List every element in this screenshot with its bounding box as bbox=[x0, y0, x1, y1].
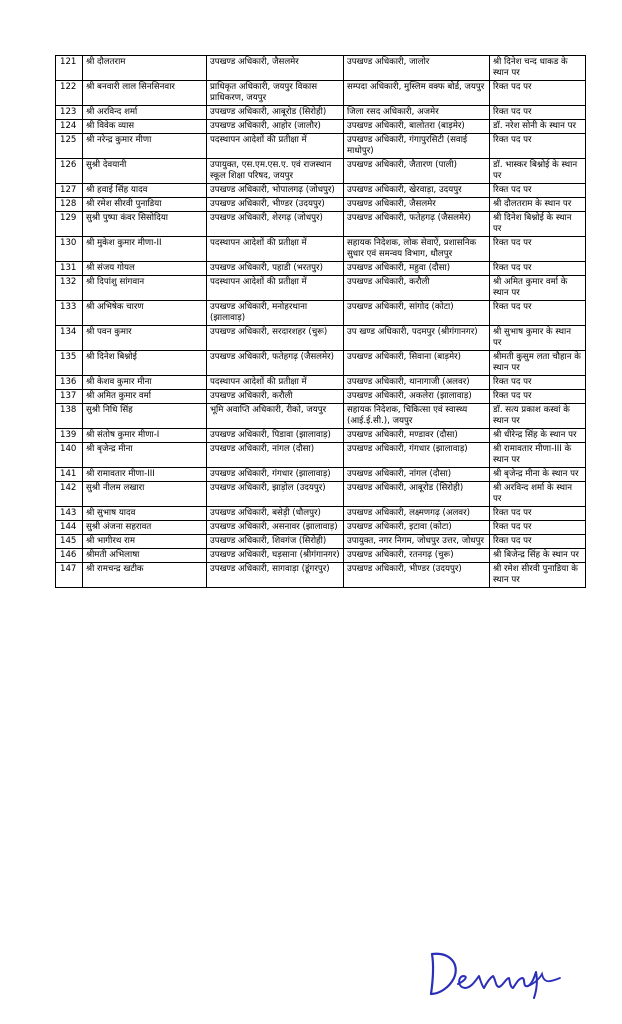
remark: रिक्त पद पर bbox=[490, 81, 586, 106]
new-posting: उपखण्ड अधिकारी, नांगल (दौसा) bbox=[344, 468, 490, 482]
table-row bbox=[56, 549, 586, 563]
new-posting: जिला रसद अधिकारी, अजमेर bbox=[344, 106, 490, 120]
officer-name: श्री सुभाष यादव bbox=[83, 507, 207, 521]
new-posting: उपखण्ड अधिकारी, अकलेरा (झालावाड़) bbox=[344, 390, 490, 404]
new-posting: उपखण्ड अधिकारी, जालोर bbox=[344, 56, 490, 81]
new-posting: उपखण्ड अधिकारी, भीण्डर (उदयपुर) bbox=[344, 563, 490, 588]
new-posting: उपखण्ड अधिकारी, जैतारण (पाली) bbox=[344, 159, 490, 184]
new-posting: उपखण्ड अधिकारी, खेरवाड़ा, उदयपुर bbox=[344, 184, 490, 198]
officer-name: श्री रामचन्द्र खटीक bbox=[83, 563, 207, 588]
transfer-order-sheet bbox=[55, 55, 585, 588]
table-row bbox=[56, 535, 586, 549]
row-number: 142 bbox=[56, 482, 83, 507]
transfer-table bbox=[55, 55, 586, 588]
officer-name: श्री दौलतराम bbox=[83, 56, 207, 81]
current-posting: भूमि अवाप्ति अधिकारी, रीको, जयपुर bbox=[207, 404, 344, 429]
row-number: 140 bbox=[56, 443, 83, 468]
table-row bbox=[56, 351, 586, 376]
current-posting: उपखण्ड अधिकारी, करौली bbox=[207, 390, 344, 404]
row-number: 129 bbox=[56, 212, 83, 237]
table-row bbox=[56, 482, 586, 507]
current-posting: उपखण्ड अधिकारी, झाड़ोल (उदयपुर) bbox=[207, 482, 344, 507]
table-row bbox=[56, 212, 586, 237]
officer-name: श्री मुकेश कुमार मीणा-II bbox=[83, 237, 207, 262]
current-posting: उपखण्ड अधिकारी, आहोर (जालौर) bbox=[207, 120, 344, 134]
new-posting: सहायक निदेशक, लोक सेवाऐं, प्रशासनिक सुधार एवं समन्वय विभाग, धौलपुर bbox=[344, 237, 490, 262]
remark: श्री दिनेश चन्द धाकड के स्थान पर bbox=[490, 56, 586, 81]
table-row bbox=[56, 120, 586, 134]
officer-name: श्री बनवारी लाल सिनसिनवार bbox=[83, 81, 207, 106]
row-number: 121 bbox=[56, 56, 83, 81]
table-row bbox=[56, 301, 586, 326]
table-row bbox=[56, 198, 586, 212]
table-row bbox=[56, 56, 586, 81]
officer-name: श्री अमित कुमार वर्मा bbox=[83, 390, 207, 404]
current-posting: उपखण्ड अधिकारी, शिवगंज (सिरोही) bbox=[207, 535, 344, 549]
new-posting: उपखण्ड अधिकारी, बालोतरा (बाड़मेर) bbox=[344, 120, 490, 134]
current-posting: उपखण्ड अधिकारी, जैसलमेर bbox=[207, 56, 344, 81]
officer-name: श्री हवाई सिंह यादव bbox=[83, 184, 207, 198]
new-posting: उपखण्ड अधिकारी, लक्ष्मणगढ़ (अलवर) bbox=[344, 507, 490, 521]
row-number: 144 bbox=[56, 521, 83, 535]
table-row bbox=[56, 134, 586, 159]
row-number: 145 bbox=[56, 535, 83, 549]
officer-name: श्री केशव कुमार मीना bbox=[83, 376, 207, 390]
remark: डॉ. भास्कर बिश्नोई के स्थान पर bbox=[490, 159, 586, 184]
row-number: 125 bbox=[56, 134, 83, 159]
new-posting: उपखण्ड अधिकारी, इटावा (कोटा) bbox=[344, 521, 490, 535]
new-posting: उपखण्ड अधिकारी, सांगोद (कोटा) bbox=[344, 301, 490, 326]
officer-name: श्री दिनेश बिश्नोई bbox=[83, 351, 207, 376]
signature bbox=[424, 948, 574, 1000]
table-row bbox=[56, 390, 586, 404]
officer-name: श्री संजय गोयल bbox=[83, 262, 207, 276]
current-posting: उपखण्ड अधिकारी, असनावर (झालावाड़) bbox=[207, 521, 344, 535]
officer-name: श्री संतोष कुमार मीणा-I bbox=[83, 429, 207, 443]
row-number: 132 bbox=[56, 276, 83, 301]
remark: रिक्त पद पर bbox=[490, 535, 586, 549]
current-posting: उपखण्ड अधिकारी, बसेड़ी (धौलपुर) bbox=[207, 507, 344, 521]
remark: श्री बृजेन्द्र मीना के स्थान पर bbox=[490, 468, 586, 482]
new-posting: सहायक निदेशक, चिकित्सा एवं स्वास्थ्य (आई.ई.सी.), जयपुर bbox=[344, 404, 490, 429]
remark: श्री अमित कुमार वर्मा के स्थान पर bbox=[490, 276, 586, 301]
transfer-table-body bbox=[56, 56, 586, 588]
current-posting: उपखण्ड अधिकारी, पिडावा (झालावाड़) bbox=[207, 429, 344, 443]
new-posting: उपखण्ड अधिकारी, आबूरोड (सिरोही) bbox=[344, 482, 490, 507]
current-posting: उपखण्ड अधिकारी, भीण्डर (उदयपुर) bbox=[207, 198, 344, 212]
remark: श्री रमेश सीरवी पुनाडिया के स्थान पर bbox=[490, 563, 586, 588]
current-posting: उपखण्ड अधिकारी, गंगधार (झालावाड़) bbox=[207, 468, 344, 482]
new-posting: उपखण्ड अधिकारी, गंगापुरसिटी (सवाई माधोपुर) bbox=[344, 134, 490, 159]
remark: श्री बिजेन्द्र सिंह के स्थान पर bbox=[490, 549, 586, 563]
remark: रिक्त पद पर bbox=[490, 507, 586, 521]
officer-name: सुश्री देवयानी bbox=[83, 159, 207, 184]
row-number: 135 bbox=[56, 351, 83, 376]
row-number: 127 bbox=[56, 184, 83, 198]
current-posting: उपायुक्त, एस.एम.एस.ए. एवं राजस्थान स्कूल शिक्षा परिषद, जयपुर bbox=[207, 159, 344, 184]
new-posting: उप खण्ड अधिकारी, पदमपुर (श्रीगंगानगर) bbox=[344, 326, 490, 351]
table-row bbox=[56, 521, 586, 535]
row-number: 137 bbox=[56, 390, 83, 404]
table-row bbox=[56, 376, 586, 390]
table-row bbox=[56, 507, 586, 521]
officer-name: सुश्री नीलम लखारा bbox=[83, 482, 207, 507]
current-posting: पदस्थापन आदेशों की प्रतीक्षा में bbox=[207, 276, 344, 301]
table-row bbox=[56, 429, 586, 443]
row-number: 122 bbox=[56, 81, 83, 106]
remark: डॉ. नरेश सोनी के स्थान पर bbox=[490, 120, 586, 134]
new-posting: उपखण्ड अधिकारी, फतेहगढ़ (जैसलमेर) bbox=[344, 212, 490, 237]
remark: श्रीमती कुसुम लता चौहान के स्थान पर bbox=[490, 351, 586, 376]
new-posting: उपायुक्त, नगर निगम, जोधपुर उत्तर, जोधपुर bbox=[344, 535, 490, 549]
officer-name: श्री रमेश सीरवी पुनाडिया bbox=[83, 198, 207, 212]
remark: रिक्त पद पर bbox=[490, 521, 586, 535]
officer-name: श्री अभिषेक चारण bbox=[83, 301, 207, 326]
officer-name: सुश्री पुष्पा कंवर सिसोदिया bbox=[83, 212, 207, 237]
row-number: 134 bbox=[56, 326, 83, 351]
officer-name: श्री पवन कुमार bbox=[83, 326, 207, 351]
remark: डॉ. सत्य प्रकाश कस्वां के स्थान पर bbox=[490, 404, 586, 429]
current-posting: उपखण्ड अधिकारी, पहाडी (भरतपुर) bbox=[207, 262, 344, 276]
row-number: 139 bbox=[56, 429, 83, 443]
remark: रिक्त पद पर bbox=[490, 376, 586, 390]
new-posting: सम्पदा अधिकारी, मुस्लिम वक्फ बोर्ड, जयपुर bbox=[344, 81, 490, 106]
row-number: 147 bbox=[56, 563, 83, 588]
row-number: 124 bbox=[56, 120, 83, 134]
current-posting: उपखण्ड अधिकारी, शेरगढ़ (जोधपुर) bbox=[207, 212, 344, 237]
remark: रिक्त पद पर bbox=[490, 390, 586, 404]
row-number: 141 bbox=[56, 468, 83, 482]
new-posting: उपखण्ड अधिकारी, रतनगढ़ (चुरू) bbox=[344, 549, 490, 563]
table-row bbox=[56, 106, 586, 120]
officer-name: श्री रामावतार मीणा-III bbox=[83, 468, 207, 482]
remark: रिक्त पद पर bbox=[490, 134, 586, 159]
table-row bbox=[56, 276, 586, 301]
table-row bbox=[56, 262, 586, 276]
new-posting: उपखण्ड अधिकारी, करौली bbox=[344, 276, 490, 301]
remark: श्री दिनेश बिश्नोई के स्थान पर bbox=[490, 212, 586, 237]
remark: रिक्त पद पर bbox=[490, 106, 586, 120]
row-number: 143 bbox=[56, 507, 83, 521]
officer-name: सुश्री निधि सिंह bbox=[83, 404, 207, 429]
table-row bbox=[56, 468, 586, 482]
table-row bbox=[56, 326, 586, 351]
new-posting: उपखण्ड अधिकारी, सिवाना (बाड़मेर) bbox=[344, 351, 490, 376]
remark: रिक्त पद पर bbox=[490, 301, 586, 326]
officer-name: श्री नरेन्द्र कुमार मीणा bbox=[83, 134, 207, 159]
remark: श्री दौलतराम के स्थान पर bbox=[490, 198, 586, 212]
current-posting: उपखण्ड अधिकारी, फतेहगढ़ (जैसलमेर) bbox=[207, 351, 344, 376]
table-row bbox=[56, 159, 586, 184]
table-row bbox=[56, 404, 586, 429]
officer-name: श्री बृजेन्द्र मीना bbox=[83, 443, 207, 468]
officer-name: श्री अरविन्द शर्मा bbox=[83, 106, 207, 120]
current-posting: उपखण्ड अधिकारी, भोपालगढ़ (जोधपुर) bbox=[207, 184, 344, 198]
officer-name: श्री विवेक व्यास bbox=[83, 120, 207, 134]
current-posting: उपखण्ड अधिकारी, नांगल (दौसा) bbox=[207, 443, 344, 468]
row-number: 136 bbox=[56, 376, 83, 390]
current-posting: प्राधिकृत अधिकारी, जयपुर विकास प्राधिकरण, जयपुर bbox=[207, 81, 344, 106]
current-posting: उपखण्ड अधिकारी, सरदारशहर (चुरू) bbox=[207, 326, 344, 351]
row-number: 123 bbox=[56, 106, 83, 120]
row-number: 133 bbox=[56, 301, 83, 326]
remark: रिक्त पद पर bbox=[490, 237, 586, 262]
current-posting: पदस्थापन आदेशों की प्रतीक्षा में bbox=[207, 134, 344, 159]
remark: श्री अरविन्द शर्मा के स्थान पर bbox=[490, 482, 586, 507]
row-number: 131 bbox=[56, 262, 83, 276]
new-posting: उपखण्ड अधिकारी, महुवा (दौसा) bbox=[344, 262, 490, 276]
new-posting: उपखण्ड अधिकारी, गंगधार (झालावाड़) bbox=[344, 443, 490, 468]
remark: श्री रामावतार मीणा-III के स्थान पर bbox=[490, 443, 586, 468]
new-posting: उपखण्ड अधिकारी, मण्डावर (दौसा) bbox=[344, 429, 490, 443]
remark: रिक्त पद पर bbox=[490, 184, 586, 198]
new-posting: उपखण्ड अधिकारी, थानागाजी (अलवर) bbox=[344, 376, 490, 390]
current-posting: उपखण्ड अधिकारी, मनोहरथाना (झालावाड़) bbox=[207, 301, 344, 326]
new-posting: उपखण्ड अधिकारी, जैसलमेर bbox=[344, 198, 490, 212]
table-row bbox=[56, 443, 586, 468]
remark: श्री धीरेन्द्र सिंह के स्थान पर bbox=[490, 429, 586, 443]
officer-name: श्रीमती अभिलाषा bbox=[83, 549, 207, 563]
officer-name: सुश्री अंजना सहरावत bbox=[83, 521, 207, 535]
current-posting: उपखण्ड अधिकारी, घड़साना (श्रीगंगानगर) bbox=[207, 549, 344, 563]
officer-name: श्री भागीरथ राम bbox=[83, 535, 207, 549]
table-row bbox=[56, 184, 586, 198]
officer-name: श्री दिपांशु सांगवान bbox=[83, 276, 207, 301]
row-number: 138 bbox=[56, 404, 83, 429]
row-number: 130 bbox=[56, 237, 83, 262]
table-row bbox=[56, 237, 586, 262]
current-posting: पदस्थापन आदेशों की प्रतीक्षा में bbox=[207, 237, 344, 262]
row-number: 126 bbox=[56, 159, 83, 184]
table-row bbox=[56, 81, 586, 106]
table-row bbox=[56, 563, 586, 588]
remark: श्री सुभाष कुमार के स्थान पर bbox=[490, 326, 586, 351]
current-posting: उपखण्ड अधिकारी, आबूरोड (सिरोही) bbox=[207, 106, 344, 120]
row-number: 128 bbox=[56, 198, 83, 212]
current-posting: उपखण्ड अधिकारी, सागवाड़ा (डूंगरपुर) bbox=[207, 563, 344, 588]
current-posting: पदस्थापन आदेशों की प्रतीक्षा में bbox=[207, 376, 344, 390]
remark: रिक्त पद पर bbox=[490, 262, 586, 276]
row-number: 146 bbox=[56, 549, 83, 563]
